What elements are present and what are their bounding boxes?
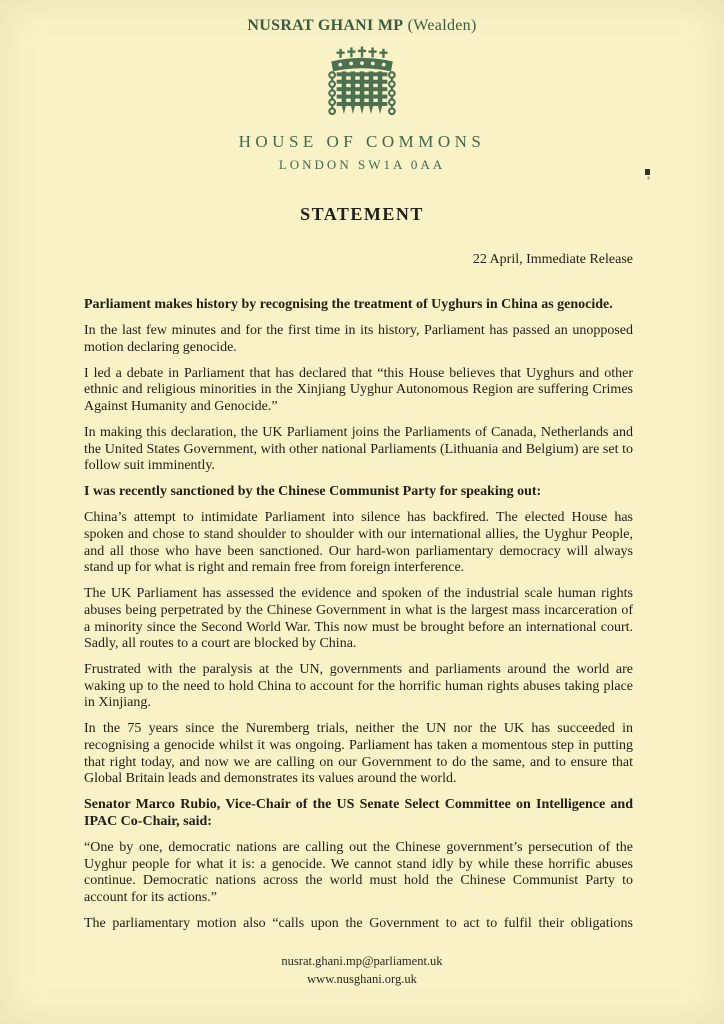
paragraph-subheading-rubio: Senator Marco Rubio, Vice-Chair of the US Senate Select Committee on Intelligence and IPAC Co-Chair, said: bbox=[84, 797, 633, 829]
mp-name-line bbox=[0, 17, 724, 35]
paragraph-subheading-sanctioned: I was recently sanctioned by the Chinese Communist Party for speaking out: bbox=[84, 484, 542, 500]
mp-name: NUSRAT GHANI MP bbox=[247, 17, 404, 34]
institution-name: HOUSE OF COMMONS bbox=[238, 132, 486, 151]
paragraph: In the last few minutes and for the first time in its history, Parliament has passed an unopposed motion declaring genocide. bbox=[84, 323, 633, 355]
paragraph-truncated: The parliamentary motion also “calls upon the Government to act to fulfil their obligations bbox=[84, 915, 633, 931]
letterhead bbox=[0, 0, 724, 173]
house-of-commons-portcullis-icon bbox=[324, 46, 400, 124]
paragraph: The UK Parliament has assessed the evidence and spoken of the industrial scale human rights abuses being perpetrated by the Chinese Government in what is the largest mass incarceration of a minority since the Second World War. This now must be brought before an international court. Sadly, all routes to a court are blocked by China. bbox=[84, 586, 633, 652]
mp-constituency: (Wealden) bbox=[403, 17, 477, 34]
paragraph: In making this declaration, the UK Parliament joins the Parliaments of Canada, Netherlands and the United States Government, with other national Parliaments (Lithuania and Belgium) are set to follow suit imminently. bbox=[84, 425, 633, 474]
paragraph: “One by one, democratic nations are calling out the Chinese government’s persecution of the Uyghur people for what it is: a genocide. We cannot stand idly by while these horrific abuses continue. Democratic nations across the world must hold the Chinese Communist Party to account for its actions.” bbox=[84, 840, 633, 905]
paragraph-headline: Parliament makes history by recognising the treatment of Uyghurs in China as genocide. bbox=[84, 297, 613, 312]
paragraph: Frustrated with the paralysis at the UN, governments and parliaments around the world are waking up to the need to hold China to account for the horrific human rights abuses taking place in Xinjiang. bbox=[84, 662, 633, 711]
paragraph: China’s attempt to intimidate Parliament into silence has backfired. The elected House has spoken and chose to stand shoulder to shoulder with our international allies, the Uyghur People, and all those who have been sanctioned. Our hard-won parliamentary democracy will always stand up for what is right and remain free from foreign interference. bbox=[84, 510, 633, 576]
paragraph: I led a debate in Parliament that has declared that “this House believes that Uyghurs and other ethnic and religious minorities in the Xinjiang Uyghur Autonomous Region are suffering Crimes Against Humanity and Genocide.” bbox=[84, 365, 633, 414]
scan-artifact bbox=[645, 169, 650, 175]
footer-website: www.nusghani.org.uk bbox=[307, 971, 417, 986]
footer-contact bbox=[0, 953, 724, 988]
statement-body bbox=[84, 297, 633, 933]
footer-email: nusrat.ghani.mp@parliament.uk bbox=[281, 954, 443, 968]
dateline: 22 April, Immediate Release bbox=[472, 252, 633, 267]
paragraph: In the 75 years since the Nuremberg trials, neither the UN nor the UK has succeeded in recognising a genocide whilst it was ongoing. Parliament has taken a momentous step in putting that right today, and now we are calling on our Government to do the same, and to ensure that Global Britain leads and demonstrates its values around the world. bbox=[84, 721, 633, 787]
institution-address: LONDON SW1A 0AA bbox=[278, 157, 446, 172]
document-title: STATEMENT bbox=[300, 204, 424, 224]
